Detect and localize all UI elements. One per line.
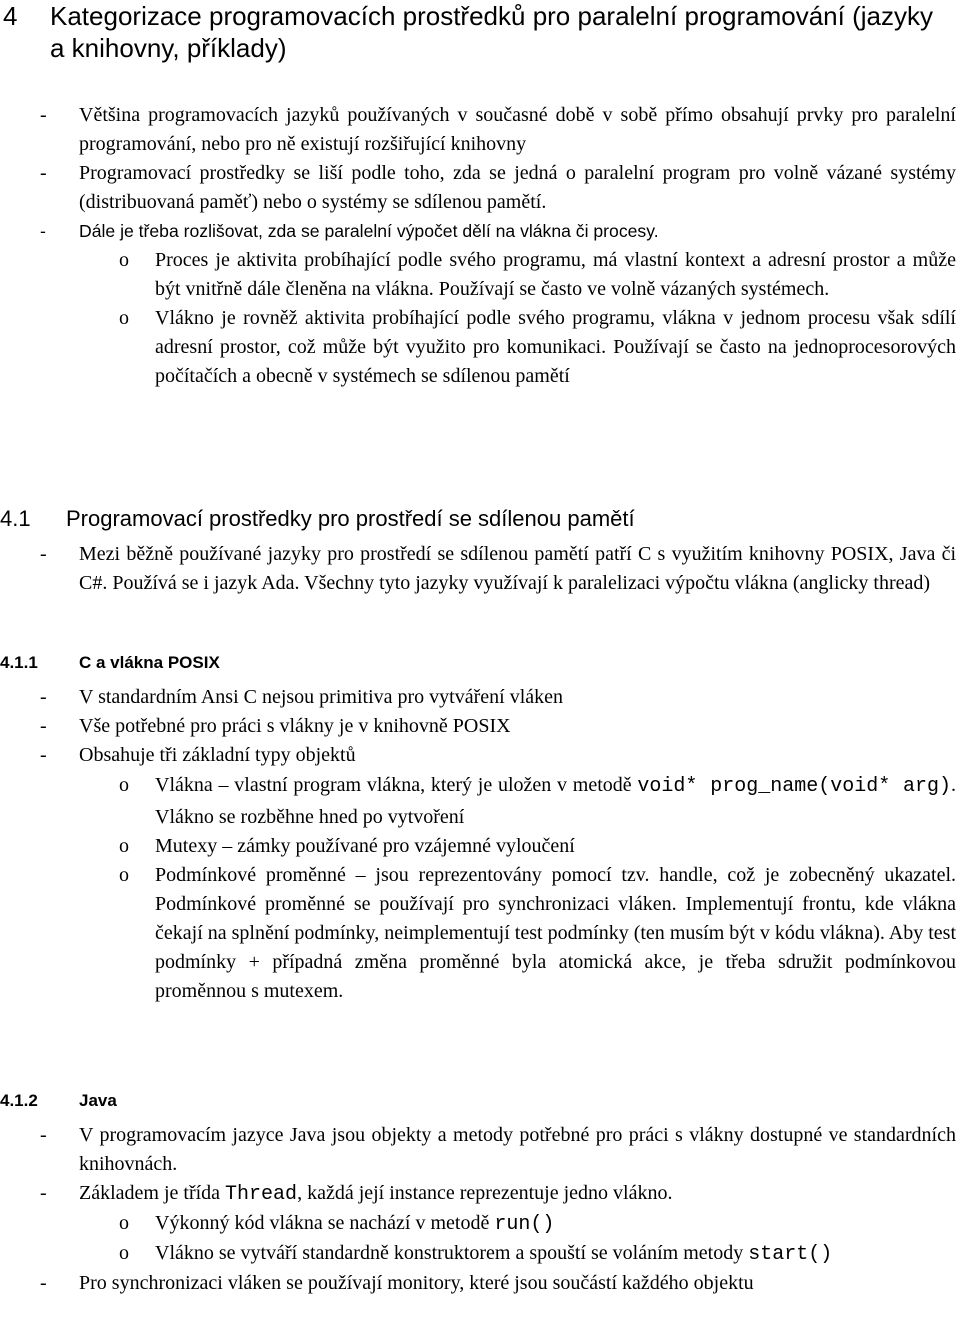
bullet-circle: o [119,1212,129,1234]
code-snippet: run() [494,1213,555,1236]
list-item-text [155,1239,956,1269]
bullet-circle: o [119,835,129,857]
list-item-text: V programovacím jazyce Java jsou objekty a metody potřebné pro práci s vlákny dostupné ve standardních knihovnách. [79,1124,956,1175]
list-item-text [79,1179,956,1209]
list-item [0,1121,960,1179]
list-item [0,246,960,304]
chapter-number: 4 [3,1,18,31]
bullet-dash: - [40,715,47,737]
list-item [0,304,960,391]
list-item-text [155,1209,956,1239]
text-run: Vlákno se vytváří standardně konstruktorem a spouští se voláním metody [155,1242,749,1264]
bullet-dash: - [40,1272,47,1294]
list-item [0,712,960,741]
bullet-circle: o [119,307,129,329]
list-item [0,101,960,159]
bullet-dash: - [40,543,47,565]
list-item [0,861,960,1006]
list-item-text: Mutexy – zámky používané pro vzájemné vyloučení [155,835,575,857]
bullet-dash: - [40,162,47,184]
list-item [0,159,960,217]
list-item-text: Vlákno je rovněž aktivita probíhající podle svého programu, vlákna v jednom procesu však sdílí adresní prostor, což může být využito pro komunikaci. Používají se často na jednoprocesorových počítačích a obecně v systémech se sdílenou pamětí [155,307,956,387]
text-run: Základem je třída [79,1182,226,1204]
bullet-dash: - [40,686,47,708]
list-item-text: Většina programovacích jazyků používaných v současné době v sobě přímo obsahují prvky pro paralelní programování, nebo pro ně existují rozšiřující knihovny [79,104,956,155]
bullet-circle: o [119,249,129,271]
bullet-circle: o [119,864,129,886]
list-item [0,217,960,246]
subsection-title: Java [79,1091,117,1110]
list-item [0,832,960,861]
code-snippet: Thread [225,1183,298,1206]
section-list [0,540,960,598]
intro-list [0,101,960,391]
list-item [0,540,960,598]
bullet-dash: - [40,1182,47,1204]
list-item-text: Vše potřebné pro práci s vlákny je v knihovně POSIX [79,715,511,737]
text-run: . Vlákno se rozběhne hned po vytvoření [155,774,956,828]
section-heading [0,505,940,533]
subsection-heading [0,1089,940,1113]
subsection-list [0,1121,960,1298]
text-run: , každá její instance reprezentuje jedno vlákno. [297,1182,673,1204]
list-item-text: Podmínkové proměnné – jsou reprezentovány pomocí tzv. handle, což je zobecněný ukazatel. Podmínkové proměnné se používají pro synchronizaci vláken. Implementují frontu, kde vlákna čekají na splnění podmínky, neimplementují test podmínky (ten musím být v kódu vlákna). Aby test podmínky + případná změna proměnné byla atomická akce, je třeba sdružit podmínkovou proměnnou s mutexem. [155,864,956,1002]
chapter-heading [0,0,940,64]
list-item [0,741,960,770]
list-item [0,1209,960,1239]
list-item-text: Proces je aktivita probíhající podle svého programu, má vlastní kontext a adresní prostor a může být vnitřně dále členěna na vlákna. Používají se často ve volně vázaných systémech. [155,249,956,300]
subsection-list [0,683,960,1006]
bullet-dash: - [40,221,46,241]
bullet-dash: - [40,1124,47,1146]
text-run: Výkonný kód vlákna se nachází v metodě [155,1212,495,1234]
code-snippet: void* prog_name(void* arg) [637,775,951,798]
bullet-circle: o [119,1242,129,1264]
subsection-number: 4.1.1 [0,653,38,672]
chapter-title: Kategorizace programovacích prostředků pro paralelní programování (jazyky a knihovny, příklady) [50,1,933,63]
text-run: Vlákna – vlastní program vlákna, který je uložen v metodě [155,774,638,796]
subsection-title: C a vlákna POSIX [79,653,220,672]
list-item-text [155,770,956,832]
list-item-text: Obsahuje tři základní typy objektů [79,744,356,766]
list-item [0,683,960,712]
code-snippet: start() [748,1243,833,1266]
section-title: Programovací prostředky pro prostředí se sdílenou pamětí [66,506,635,531]
list-item-text: Programovací prostředky se liší podle toho, zda se jedná o paralelní program pro volně vázané systémy (distribuovaná paměť) nebo o systémy se sdílenou pamětí. [79,162,956,213]
list-item-text: Dále je třeba rozlišovat, zda se paralelní výpočet dělí na vlákna či procesy. [79,221,659,241]
subsection-number: 4.1.2 [0,1091,38,1110]
bullet-circle: o [119,774,129,796]
list-item-text: Mezi běžně používané jazyky pro prostředí se sdílenou pamětí patří C s využitím knihovny POSIX, Java či C#. Používá se i jazyk Ada. Všechny tyto jazyky využívají k paralelizaci výpočtu vlákna (anglicky thread) [79,543,956,594]
bullet-dash: - [40,104,47,126]
list-item-text: V standardním Ansi C nejsou primitiva pro vytváření vláken [79,686,564,708]
list-item [0,770,960,832]
list-item-text: Pro synchronizaci vláken se používají monitory, které jsou součástí každého objektu [79,1272,754,1294]
list-item [0,1239,960,1269]
list-item [0,1179,960,1209]
subsection-heading [0,651,940,675]
bullet-dash: - [40,744,47,766]
section-number: 4.1 [0,506,31,531]
list-item [0,1269,960,1298]
